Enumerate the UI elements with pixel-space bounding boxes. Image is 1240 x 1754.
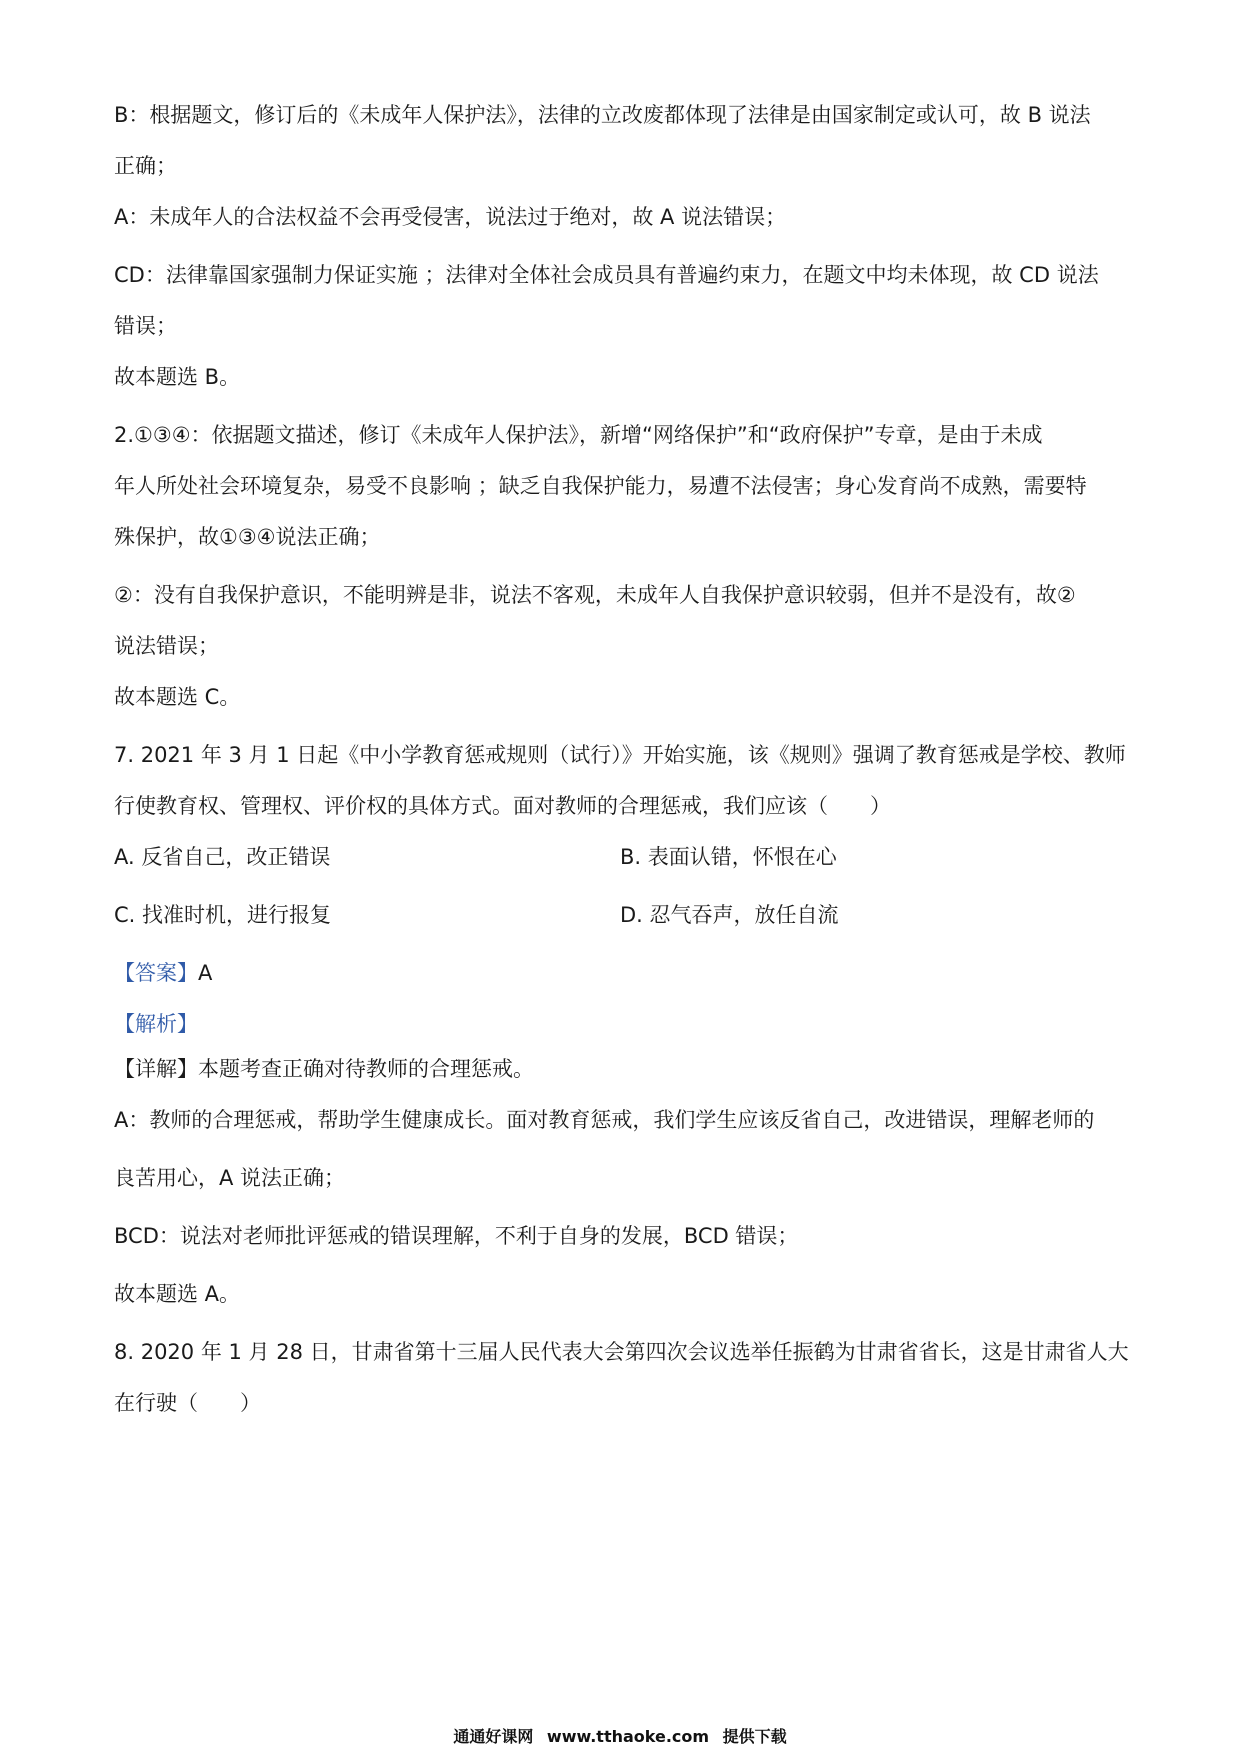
prev-analysis-line1: 2.①③④：依据题文描述，修订《未成年人保护法》，新增“网络保护”和“政府保护”专章，是由于未成: [114, 423, 1043, 447]
q7-detail: 【详解】本题考查正确对待教师的合理惩戒。: [114, 1057, 534, 1081]
prev-conclusion: 故本题选 C。: [114, 685, 241, 709]
q6-analysis-b-line1: B：根据题文，修订后的《未成年人保护法》，法律的立改废都体现了法律是由国家制定或认可，故 B 说法: [114, 103, 1091, 127]
q7-analysis-a-line2: 良苦用心，A 说法正确；: [114, 1166, 346, 1190]
prev-analysis-line5: 说法错误；: [114, 634, 219, 658]
q8-stem-line1: 8. 2020 年 1 月 28 日，甘肃省第十三届人民代表大会第四次会议选举任振鹤为甘肃省省长，这是甘肃省人大: [114, 1340, 1129, 1364]
q7-analysis-a-line1: A：教师的合理惩戒，帮助学生健康成长。面对教育惩戒，我们学生应该反省自己，改进错误，理解老师的: [114, 1108, 1095, 1132]
q7-answer: [114, 959, 1134, 987]
answer-label: 【答案】: [114, 961, 198, 985]
footer-site-name: 通通好课网: [453, 1727, 534, 1746]
q7-stem-line2: 行使教育权、管理权、评价权的具体方式。面对教师的合理惩戒，我们应该（ ）: [114, 794, 891, 818]
footer-suffix: 提供下载: [722, 1727, 787, 1746]
q6-analysis-b-line2: 正确；: [114, 154, 177, 178]
q7-option-c: C. 找准时机，进行报复: [114, 903, 332, 927]
footer-url[interactable]: www.tthaoke.com: [546, 1727, 710, 1746]
q6-conclusion: 故本题选 B。: [114, 365, 241, 389]
prev-analysis-line4: ②：没有自我保护意识，不能明辨是非，说法不客观，未成年人自我保护意识较弱，但并不是没有，故②: [114, 583, 1076, 607]
analysis-label: 【解析】: [114, 1012, 198, 1036]
answer-value: A: [198, 961, 213, 985]
q7-option-a: A. 反省自己，改正错误: [114, 845, 331, 869]
q7-analysis-bcd-line: BCD：说法对老师批评惩戒的错误理解，不利于自身的发展，BCD 错误；: [114, 1224, 799, 1248]
q6-analysis-cd-line2: 错误；: [114, 314, 177, 338]
q8-stem-line2: 在行驶（ ）: [114, 1391, 261, 1415]
q6-analysis-cd-line1: CD：法律靠国家强制力保证实施 ；法律对全体社会成员具有普遍约束力，在题文中均未体现，故 CD 说法: [114, 263, 1099, 287]
prev-analysis-line2: 年人所处社会环境复杂，易受不良影响 ；缺乏自我保护能力，易遭不法侵害；身心发育尚不成熟，需要特: [114, 474, 1087, 498]
q7-conclusion: 故本题选 A。: [114, 1282, 241, 1306]
q7-stem-line1: 7. 2021 年 3 月 1 日起《中小学教育惩戒规则（试行）》开始实施，该《规则》强调了教育惩戒是学校、教师: [114, 743, 1126, 767]
q7-option-d: D. 忍气吞声，放任自流: [620, 903, 839, 927]
q6-analysis-a-line: A：未成年人的合法权益不会再受侵害，说法过于绝对，故 A 说法错误；: [114, 205, 787, 229]
page-footer: [0, 1726, 1240, 1748]
q7-option-b: B. 表面认错，怀恨在心: [620, 845, 837, 869]
prev-analysis-line3: 殊保护，故①③④说法正确；: [114, 525, 381, 549]
